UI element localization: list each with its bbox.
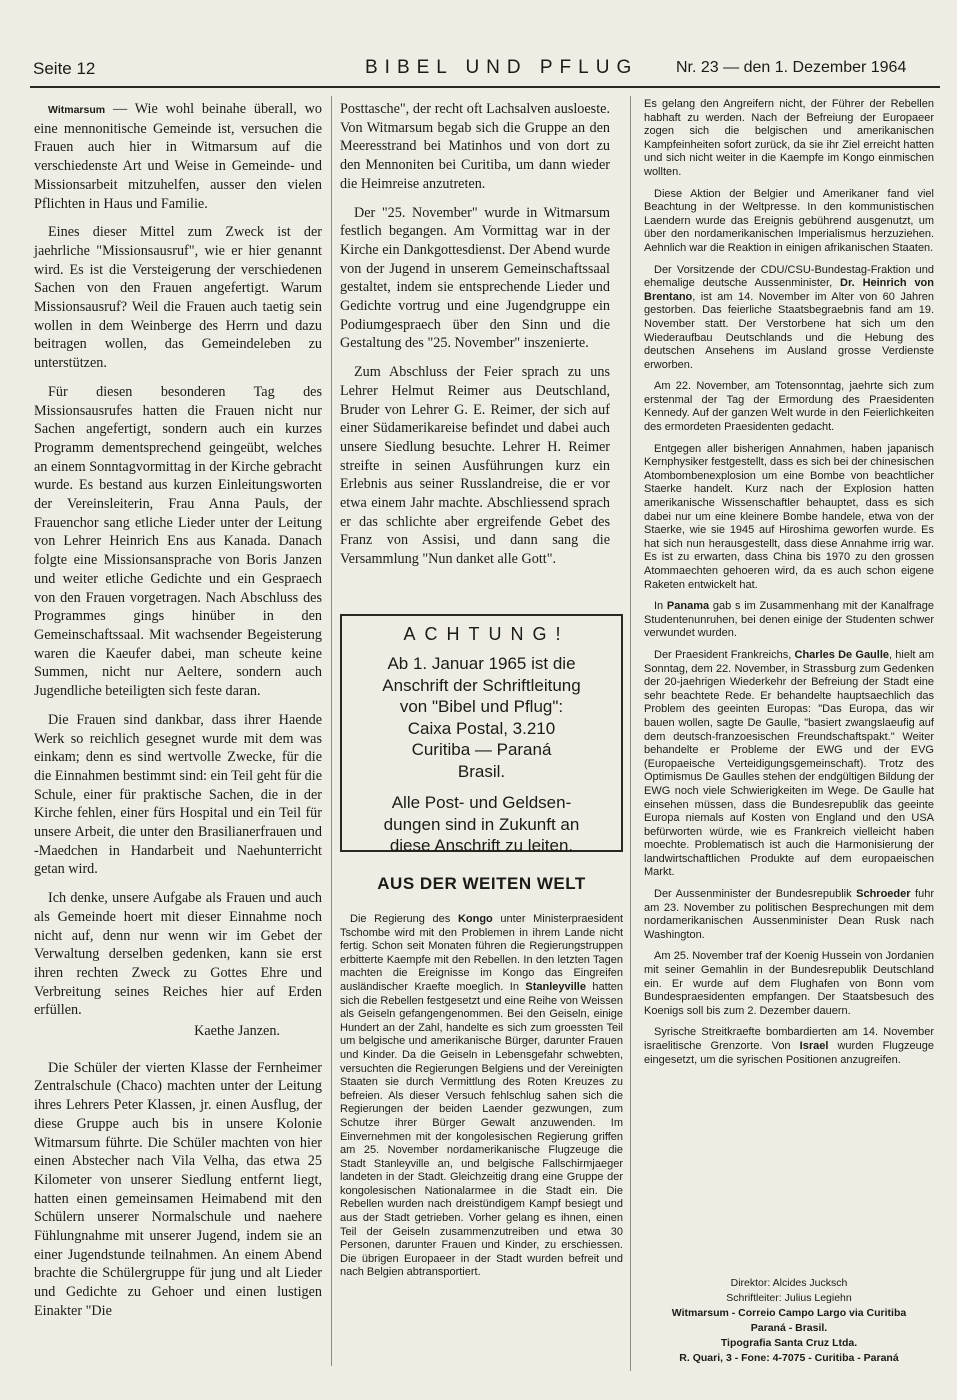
- imprint-editor: Schriftleiter: Julius Legiehn: [726, 1292, 852, 1304]
- imprint-printer: Tipografia Santa Cruz Ltda.: [720, 1337, 858, 1349]
- article-paragraph: Zum Abschluss der Feier sprach zu uns Lehrer Helmut Reimer aus Deutschland, Bruder von Lehrer G. E. Reimer, der sich auf einer Südamerikareise befindet und dabei auch unsere Siedlung besuchte. Lehrer H. Reimer streifte in seinen Ausführungen kurz ein Erlebnis aus seiner Russlandreise, die er vor etwa einem Jahr machte. Abschliessend sprach er das schlichte aber ergreifende Gebet des Franz von Assisi, und dann sang die Versammlung "Nun danket alle Gott".: [340, 364, 610, 568]
- column-divider: [630, 96, 631, 1371]
- news-paragraph: In Panama gab s im Zusammenhang mit der Kanalfrage Studentenunruhen, bei denen einige der Studenten schwer verwundet wurden.: [644, 600, 935, 640]
- article-paragraph: Für diesen besonderen Tag des Missionsausrufes hatten die Frauen nicht nur Sachen angefertigt, sondern auch ein kurzes Programm dementsprechend geingeübt, welches an einem Sonntagvormittag in der Kirche gebracht wurde. Es bestand aus kurzen Einleitungsworten der Vereinsleiterin, Frau Anna Pauls, der Frauenchor sang etliche Lieder unter der Leitung von Lehrer Heinrich Ens aus Kanada. Danach folgte eine Missionsansprache von Boris Janzen und weiter etliche Gedichte und ein Gespraech von den Frauen vorgetragen. Nach Abschluss des Programmes gings hinüber in den Gemeinschaftssaal. Mit wachsender Begeisterung waren die Kaeufer dabei, man scheute keine Summen, nicht nur Aeltere, sondern auch Jugendliche beteiligten sich feste daran.: [34, 383, 322, 700]
- news-paragraph: Syrische Streitkraefte bombardierten am 14. November israelitische Grenzorte. Von Israel wurden Flugzeuge eingesetzt, um die syrischen Positionen anzugreifen.: [644, 1026, 934, 1066]
- notice-title: ACHTUNG!: [403, 624, 570, 644]
- notice-address: Ab 1. Januar 1965 ist die Anschrift der Schriftleitung von "Bibel und Pflug": Caixa Postal, 3.210 Curitiba — Paraná Brasil.: [382, 654, 581, 781]
- article-paragraph: Die Frauen sind dankbar, dass ihrer Haende Werk so reichlich gesegnet wurde mit dem was einkam; denn es sind wertvolle Zwecke, für die die Einnahmen bestimmt sind: ein Teil geht für die Schule, einer für praktische Sachen, die in der Kirche fehlen, einer fürs Hospital und ein Teil für unsere Arbeit, die unter den Brasilianerfrauen und -Maedchen in Handarbeit und Naehunterricht getan wird.: [34, 711, 322, 878]
- news-paragraph: Am 22. November, am Totensonntag, jaehrte sich zum erstenmal der Tag der Ermordung des Praesidenten Kennedy. Auf der ganzen Welt wurde in den Feierlichkeiten des ermordeten Praesidenten gedacht.: [644, 380, 934, 434]
- article-paragraph: Die Schüler der vierten Klasse der Fernheimer Zentralschule (Chaco) machten unter der Leitung ihres Lehrers Peter Klassen, jr. einen Ausflug, der diese Gruppe auch bis in unsere Kolonie Witmarsum führte. Die Schüler machten von hier einen Abstecher nach Vila Velha, das etwa 25 Kilometer von unserer Siedlung entfernt liegt, hatten einen gemeinsamen Heimabend mit den Schülern unserer Normalschule und naehere Fühlungnahme mit unserer Jugend, indem sie an einer Jugendstunde teilnahmen. An einem Abend brachte die Schülergruppe für jung und alt Lieder und Gedichte zu Gehoer und einen lustigen Einakter "Die: [34, 1059, 322, 1319]
- imprint: [644, 1276, 934, 1366]
- page-header: [0, 57, 957, 87]
- article-paragraph: Ich denke, unsere Aufgabe als Frauen und auch als Gemeinde hoert mit dieser Einnahme noch nicht auf, denn nur wenn wir im Gebet der Verwaltung derselben gedenken, kann sie erst ihren rechten Zweck zu Gottes Ehre und Verbreitung seines Reiches hier auf Erden erfüllen.: [34, 890, 322, 1019]
- world-news-column: [340, 913, 623, 1288]
- news-paragraph: Der Praesident Frankreichs, Charles De Gaulle, hielt am Sonntag, dem 22. November, in Strassburg zum Gedenken der 20-jaehrigen Wiederkehr der Befreiung der Stadt eine sehr beachtete Rede. Er behandelte hauptsaechlich das Problem des geeinten Europas: "Das Europa, das wir bauen wollen, sagte De Gaulle, "basiert zwangslaeufig auf dem deutsch-franzoesischen Freundschaftspakt." Weiter behandelte er Probleme der EWG und der EVG (Europaeische Verteidigungsgemeinschaft). Trotz des Optimismus De Gaulles stehen der endgültigen Bildung der EWG noch viele Schwierigkeiten im Wege. De Gaulle hat einsehen müssen, dass die Bundesrepublik das geeinte Europa niemals auf Kosten von England und den USA befürworten würde, wie es Frankreich vielleicht haben moechte. Problematisch ist auch die Harmonisierung der landwirtschaftlichen Produkte auf dem europaeischen Markt.: [644, 648, 934, 879]
- column-3: [644, 98, 934, 1075]
- author-signature: Kaethe Janzen.: [194, 1023, 280, 1040]
- news-paragraph: Es gelang den Angreifern nicht, der Führer der Rebellen habhaft zu werden. Nach der Befreiung der Europaeer zogen sich die belgischen und amerikanischen Kampfeinheiten sofort zurück, da sie ihr Ziel erreicht hatten und sich nicht weiter in die Kaempfe im Kongo einmischen wollten.: [644, 98, 934, 178]
- page-number: Seite 12: [33, 59, 96, 78]
- header-rule: [30, 86, 940, 88]
- section-heading: AUS DER WEITEN WELT: [377, 874, 586, 893]
- dateline: Witmarsum: [48, 104, 106, 116]
- imprint-address: Witmarsum - Correio Campo Largo via Curitiba: [671, 1307, 907, 1319]
- masthead-title: BIBEL UND PFLUG: [365, 57, 639, 78]
- imprint-region: Paraná - Brasil.: [750, 1322, 828, 1334]
- column-2: [340, 100, 610, 579]
- article-paragraph: Witmarsum — Wie wohl beinahe überall, wo eine mennonitische Gemeinde ist, versuchen die Frauen auch hier in Witmarsum auf die verschiedenste Art und Weise in Gemeinde- und Missionsarbeit mitzuhelfen, ausser den vielen Pflichten in Haus und Familie.: [34, 101, 322, 212]
- notice-box: [340, 614, 623, 855]
- imprint-printer-address: R. Quari, 3 - Fone: 4-7075 - Curitiba - Paraná: [679, 1352, 899, 1364]
- news-paragraph: Der Vorsitzende der CDU/CSU-Bundestag-Fraktion und ehemalige deutsche Aussenminister, Dr. Heinrich von Brentano, ist am 14. November im Alter von 60 Jahren gestorben. Das feierliche Staatsbegraebnis fand am 19. November statt. Der Verstorbene hat sich um den Wiederaufbau Deutschlands und die Hebung des deutschen Ansehens im Ausland grosse Verdienste erworben.: [644, 263, 934, 371]
- notice-instruction: Alle Post- und Geldsen- dungen sind in Zukunft an diese Anschrift zu leiten.: [383, 793, 580, 855]
- news-paragraph: Entgegen aller bisherigen Annahmen, haben japanisch Kernphysiker festgestellt, dass es sich bei der chinesischen Atombombenexplosion um eine Bombe von beachtlicher Staerke handelt. Kurz nach der Explosion hatten amerikanische Wissenschaftler behauptet, dass es sich dabei nur um eine kleinere Bombe handele, etwa von der Staerke, wie sie 1945 auf Hiroshima geworfen wurde. Es hat sich nun herausgestellt, dass diese Annahme irrig war. Es ist zu erwarten, dass China bis 1970 zu den grossen Atommaechten gehoeren wird, da es auch schon eigene Raketen entwickelt hat.: [644, 442, 934, 591]
- news-paragraph: Der Aussenminister der Bundesrepublik Schroeder fuhr am 23. November zu politischen Besprechungen mit dem nordamerikanischen Aussenminister Dean Rusk nach Washington.: [644, 888, 935, 941]
- imprint-director: Direktor: Alcides Jucksch: [730, 1277, 848, 1289]
- column-1: [34, 100, 322, 1331]
- article-paragraph: Der "25. November" wurde in Witmarsum festlich begangen. Am Vormittag war in der Kirche ein Dankgottesdienst. Der Abend wurde von der Jugend in unserem Gemeinschaftssaal gestaltet, indem sie entsprechende Lieder und Gedichte vortrug und eine Jugendgruppe ein Podiumgespraech über den Sinn und die Gestaltung des "25. November" inszenierte.: [340, 204, 610, 352]
- news-paragraph: Die Regierung des Kongo unter Ministerpraesident Tschombe wird mit den Problemen in ihrem Lande nicht fertig. Schon seit Monaten führen die Regierungstruppen erbitterte Kaempfe mit den Rebellen. In den letzten Tagen machten die Ereignisse im Kongo das Eingreifen ausländischer Kraefte moeglich. In Stanleyville hatten sich die Rebellen festgesetzt und eine Reihe von Weissen als Geiseln gefangengenommen. Bei den Geiseln, einige Hundert an der Zahl, handelte es sich zum groessten Teil um belgische und amerikanische Bürger, darunter Frauen und Kinder. Da die Geiseln in Lebensgefahr schwebten, versuchten die Regierungen Belgiens und der Vereinigten Staaten sie durch Vermittlung des Roten Kreuzes zu befreien. Als dieser Versuch fehlschlug sahen sich die Regierungen der beiden Laender gezwungen, zum Schutze ihrer Bürger Gewalt anzuwenden. Im Einvernehmen mit der kongolesischen Regierung griffen am 25. November nordamerikanische Flugzeuge die Stadt Stanleyville an, und belgische Fallschirmjaeger landeten in der Stadt. Gleichzeitig drang eine Gruppe der kongolesischen Nationalarmee in die Stadt ein. Die Rebellen wurden nach dreistündigem Kampf besiegt und aus der Stadt getrieben. Vorher gelang es ihnen, einen Teil der Geiseln zusammenzutreiben und etwa 30 Personen, darunter Frauen und Kinder, zu erschiessen. Die übrigen Europaeer in der Stadt wurden befreit und nach Belgien abtransportiert.: [340, 913, 623, 1279]
- column-divider: [331, 96, 332, 1366]
- news-paragraph: Diese Aktion der Belgier und Amerikaner fand viel Beachtung in der Weltpresse. In den kommunistischen Laendern wurde das Ereignis gebührend ausgenutzt, um über den nordamerikanischen Imperialismus herzuziehen. Aehnlich war die Reaktion in einigen afrikanischen Staaten.: [644, 187, 934, 254]
- news-paragraph: Am 25. November traf der Koenig Hussein von Jordanien mit seiner Gemahlin in der Bundesrepublik Deutschland ein. Er wurde auf dem Flughafen von Bonn vom Bundespraesidenten empfangen. Der Staatsbesuch des Koenigs soll bis zum 2. Dezember dauern.: [644, 950, 934, 1017]
- issue-date: Nr. 23 — den 1. Dezember 1964: [676, 59, 907, 76]
- article-paragraph: Posttasche", der recht oft Lachsalven ausloeste. Von Witmarsum begab sich die Gruppe an den Meeresstrand bei Matinhos und von dort zu den Mennoniten bei Curitiba, um dann wieder die Heimreise anzutreten.: [340, 101, 610, 192]
- article-paragraph: Eines dieser Mittel zum Zweck ist der jaehrliche "Missionsausruf", wie er hier genannt wird. Es ist die Versteigerung der verschiedenen Sachen von den Frauen angefertigt. Warum Missionsausruf? Weil die Frauen auch taetig sein wollen in dem Weinberge des Herrn und dazu beitragen wollen, das Gemeindeleben zu unterstützen.: [34, 224, 322, 372]
